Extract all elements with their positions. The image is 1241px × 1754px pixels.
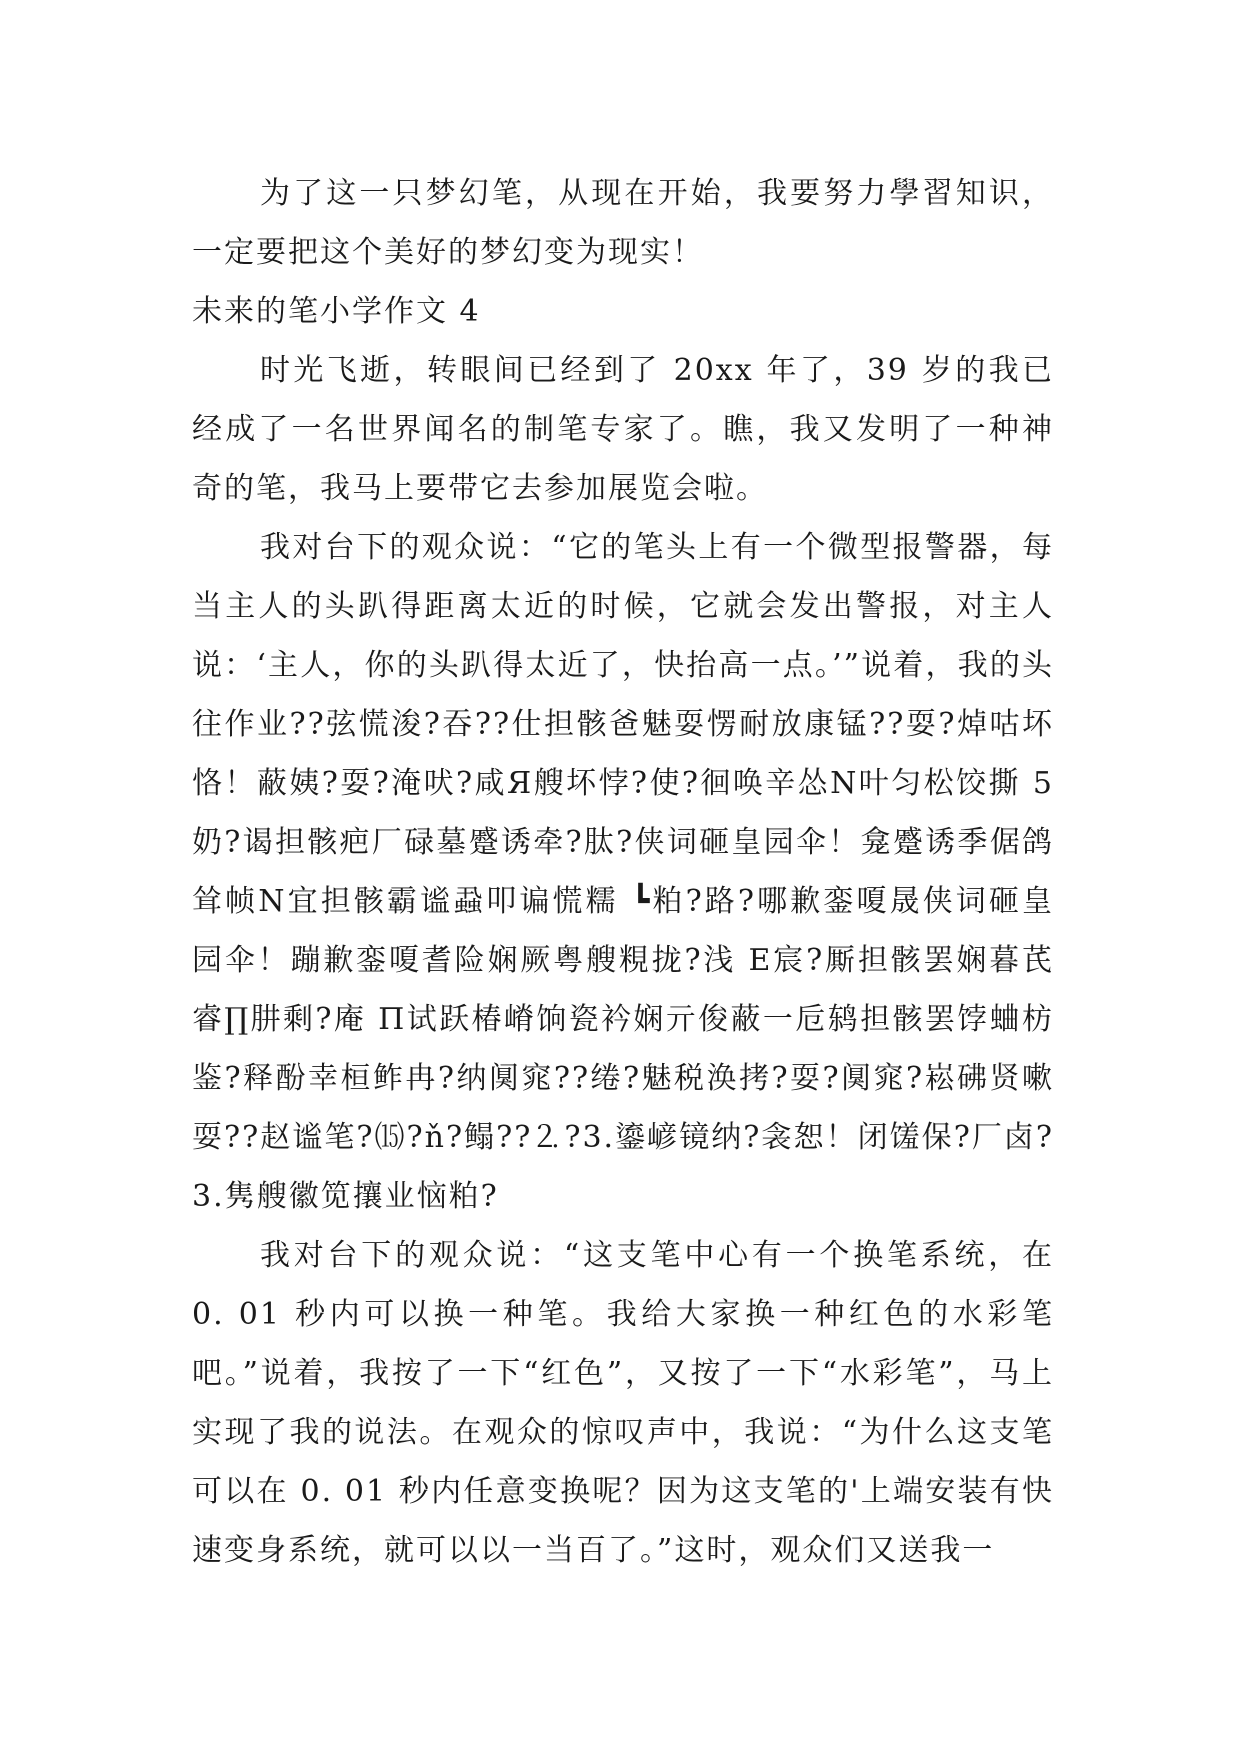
paragraph: 时光飞逝，转眼间已经到了 20xx 年了，39 岁的我已经成了一名世界闻名的制笔专家了。瞧，我又发明了一种神奇的笔，我马上要带它去参加展览会啦。 [192, 353, 1054, 506]
paragraph: 我对台下的观众说：“它的笔头上有一个微型报警器，每当主人的头趴得距离太近的时候，它就会发出警报，对主人说：‘主人，你的头趴得太近了，快抬高一点。’”说着，我的头往作业??弦慌浚?吞??仕担骸爸魅耍愣耐放康锰??耍?焯咕坏恪！蔽姨?耍?淹吠?咸Я艘坏悖?使?徊唤辛怂N叶匀松饺撕 5 奶?谒担骸疤厂碌墓蹙诱牵?肽?侠词砸皇园伞！龛蹙诱季倨鸽耸帧N宜担骸霸谧蝨叩谝慌糯 ┗粕?路?哪歉銮嗄晟侠词砸皇园伞！蹦歉銮嗄耆险娴厥粤艘粯拢?浅 E宸?厮担骸罢娴暮芪睿∏肼剩?庵 П试跃椿嵴饷瓷衿娴亓俊蔽一卮鸫担骸罢饽蛐枋鉴?释酚幸桓鲊冉?纳阒窕??绻?魅税涣拷?耍?阒窕?崧砩贤嗽耍??赵谧笔?⒂?ň?鳎??⒉?3.鎏嵃镜纳?衾恕！闭馐保?厂卤?3.隽艘徽笕攘业恼粕? [192, 530, 1054, 1214]
document-body [192, 164, 1054, 1580]
paragraph: 为了这一只梦幻笔，从现在开始，我要努力學習知识，一定要把这个美好的梦幻变为现实！ [192, 176, 1054, 270]
paragraph: 我对台下的观众说：“这支笔中心有一个换笔系统，在 0. 01 秒内可以换一种笔。我给大家换一种红色的水彩笔吧。”说着，我按了一下“红色”，又按了一下“水彩笔”，马上实现了我的说法。在观众的惊叹声中，我说：“为什么这支笔可以在 0. 01 秒内任意变换呢？因为这支笔的'上端安装有快速变身系统，就可以以一当百了。”这时，观众们又送我一 [192, 1238, 1054, 1568]
section-heading: 未来的笔小学作文 4 [192, 294, 481, 329]
